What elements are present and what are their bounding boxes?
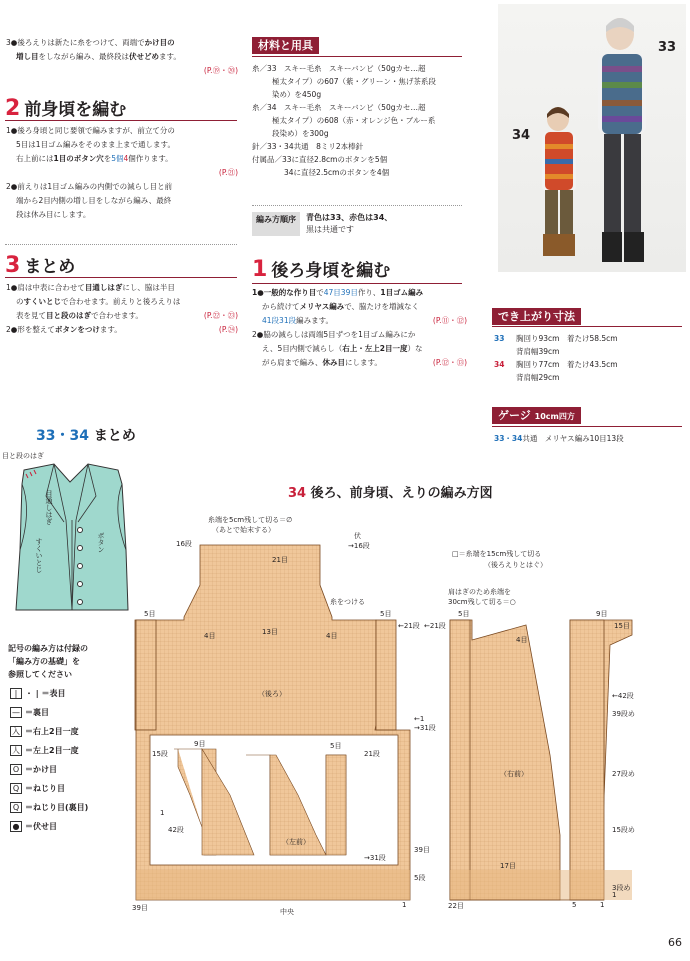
step2-text: 1●後ろ身頃と同じ要領で編みますが、前立て分の 5目は1目ゴム編みをそのまま上まで通します。 右上前には1目のボタン穴を5個4個作ります。 (P.㉑) 2●前えりは1目ゴム編みの内側での減らし目と前 端から2目内側の増し目をしながら編み、最終 段は休み目にします。 bbox=[6, 126, 238, 219]
bind-off-icon: ● bbox=[10, 821, 22, 832]
stitches-39: 39目 bbox=[132, 904, 148, 912]
front-17: 17目 bbox=[500, 862, 516, 870]
legend-item-text: ＝左上2目一度 bbox=[25, 746, 79, 755]
legend-item-text: ＝ねじり目 bbox=[25, 784, 65, 793]
legend-list bbox=[10, 684, 88, 836]
sizes-text: 33 胸回り93cm 着たけ58.5cm 背肩幅39cm 34 胸回り77cm 着たけ43.5cm 背肩幅29cm bbox=[494, 334, 618, 382]
knit-symbol-icon: | bbox=[10, 688, 22, 699]
knitting-order: 編み方順序 青色は33、赤色は34、 黒は共通です bbox=[252, 212, 392, 236]
front-row-39: 39段め bbox=[612, 710, 635, 718]
front-note-4: 30cm残して切る＝○ bbox=[448, 598, 516, 606]
front-9: 9目 bbox=[596, 610, 608, 618]
vest-seam-label: 目と段のはぎ bbox=[2, 452, 44, 460]
back-5-left: 5目 bbox=[144, 610, 156, 618]
step2-title: 2 前身頃を編む bbox=[5, 96, 127, 121]
vest-me-dooshi-label: 目通しはぎ bbox=[45, 490, 53, 525]
chart-title: 34 後ろ、前身頃、えりの編み方図 bbox=[288, 486, 493, 501]
front-row-15: 15段め bbox=[612, 826, 635, 834]
front-row-3: 3段め bbox=[612, 884, 631, 892]
center-label: 中央 bbox=[280, 908, 294, 916]
front-right-1: 1 bbox=[612, 891, 617, 899]
back-4-left: 4目 bbox=[204, 632, 216, 640]
twisted-stitch-icon: Q bbox=[10, 783, 22, 794]
row-5: 5段 bbox=[414, 874, 426, 882]
fuse-label: 伏 bbox=[354, 532, 361, 540]
collar-5: 5目 bbox=[330, 742, 342, 750]
legend-item bbox=[10, 722, 88, 741]
legend-item bbox=[10, 703, 88, 722]
front-note-2: （後ろえりとはぐ） bbox=[484, 561, 547, 569]
collar-15: 15段 bbox=[152, 750, 168, 758]
back-row-21: ←21段 bbox=[398, 622, 420, 630]
materials-text: 糸／33 スキー毛糸 スキーバンビ（50gカセ…超 極太タイプ）の607（紫・グリーン・焦げ茶系段 染め）を450g 糸／34 スキー毛糸 スキーバンビ（50gカセ…超 極太タイプ）の608（赤・オレンジ色・ブルー系 段染め）を300g 針／33・34共通 8ミリ2本棒針 付属品／33に直径2.8cmのボタンを5個 34に直径2.5cmのボタンを4個 bbox=[252, 64, 436, 177]
front-4: 4目 bbox=[516, 636, 528, 644]
collar-31: →31段 bbox=[364, 854, 386, 862]
legend-item bbox=[10, 741, 88, 760]
k2tog-right-icon: 入 bbox=[12, 727, 20, 736]
collar-1: 1 bbox=[160, 809, 165, 817]
legend-item-text: ＝かけ目 bbox=[25, 765, 57, 774]
back-row-1: ←1 bbox=[414, 715, 425, 723]
step3-top-text: 3●後ろえりは新たに糸をつけて、両端でかけ目の 増し目をしながら編み、最終段は伏せどめます。 (P.⑲・⑳) bbox=[6, 38, 238, 75]
k2tog-left-icon: 人 bbox=[12, 746, 20, 755]
model-photo bbox=[498, 4, 686, 272]
legend-item-text: ＝右上2目一度 bbox=[25, 727, 79, 736]
right-front-label: （右前） bbox=[500, 770, 528, 778]
step1-title: 1 後ろ身頃を編む bbox=[252, 257, 391, 282]
gauge-text: 33・34共通 メリヤス編み10目13段 bbox=[494, 434, 624, 443]
collar-42: 42段 bbox=[168, 826, 184, 834]
collar-9: 9目 bbox=[194, 740, 206, 748]
back-bottom-1: 1 bbox=[402, 901, 407, 909]
legend-item-text: ＝伏せ目 bbox=[25, 822, 57, 831]
attach-yarn-label: 糸をつける bbox=[330, 598, 365, 606]
front-bottom-5: 5 bbox=[572, 901, 577, 909]
back-note-2: （あとで始末する） bbox=[212, 526, 275, 534]
knitting-chart bbox=[120, 505, 640, 925]
left-front-label: （左前） bbox=[282, 838, 310, 846]
front-22: 22目 bbox=[448, 902, 464, 910]
back-row-31: →31段 bbox=[414, 724, 436, 732]
back-piece-label: （後ろ） bbox=[258, 690, 286, 698]
front-note-1: □＝糸端を15cm残して切る bbox=[452, 550, 542, 558]
front-row-21: ←21段 bbox=[424, 622, 446, 630]
stitch-21: 21目 bbox=[272, 556, 288, 564]
step3-text: 1●肩は中表に合わせて目通しはぎにし、脇は半目 のすくいとじで合わせます。前えりと後ろえりは 表を見て目と段のはぎで合わせます。 (P.㉒・㉓) 2●形を整えてボタンをつけます。 (P.㉔) bbox=[6, 283, 238, 334]
legend-intro: 記号の編み方は付録の 「編み方の基礎」を 参照してください bbox=[8, 644, 88, 679]
front-row-27: 27段め bbox=[612, 770, 635, 778]
back-13: 13目 bbox=[262, 628, 278, 636]
front-row-42: ←42段 bbox=[612, 692, 634, 700]
front-15: 15目 bbox=[614, 622, 630, 630]
twisted-purl-icon: Q bbox=[10, 802, 22, 813]
back-note-1: 糸端を5cm残して切る＝∅ bbox=[208, 516, 293, 524]
gauge-label: ゲージ 10cm四方 bbox=[492, 407, 581, 423]
row16-left: 16段 bbox=[176, 540, 192, 548]
legend-item bbox=[10, 779, 88, 798]
legend-item-text: ＝ねじり目(裏目) bbox=[25, 803, 89, 812]
legend-item bbox=[10, 684, 88, 703]
photo-label-34: 34 bbox=[512, 128, 531, 143]
back-5-right: 5目 bbox=[380, 610, 392, 618]
vest-sukui-label: すくいとじ bbox=[35, 538, 43, 573]
photo-label-33: 33 bbox=[658, 40, 677, 55]
front-note-3: 肩はぎのため糸端を bbox=[448, 588, 511, 596]
legend-item-text: ・ | ＝表目 bbox=[25, 689, 66, 698]
collar-21: 21段 bbox=[364, 750, 380, 758]
row16-right: →16段 bbox=[348, 542, 370, 550]
vest-button-label: ボタン bbox=[97, 532, 105, 553]
legend-item-text: ＝裏目 bbox=[25, 708, 49, 717]
purl-symbol-icon: — bbox=[12, 708, 20, 717]
legend-item bbox=[10, 798, 88, 817]
sizes-label: でき上がり寸法 bbox=[492, 308, 581, 324]
step3-title: 3 まとめ bbox=[5, 253, 76, 278]
step1-text: 1●一般的な作り目で47目39目作り、1目ゴム編み から続けてメリヤス編みで、脇たけを増減なく 41段31段編みます。 (P.⑪・⑫) 2●脇の減らしは両端5目ずつを1目ゴム編みにか え、5目内側で減らし（右上・左上2目一度）な がら肩まで編み、休み目にします。 (P.⑫・⑬) bbox=[252, 288, 467, 367]
summary-title: 33・34 まとめ bbox=[36, 428, 136, 444]
materials-label: 材料と用具 bbox=[252, 37, 319, 53]
legend-item bbox=[10, 817, 88, 836]
legend-item bbox=[10, 760, 88, 779]
yarn-over-icon: O bbox=[10, 764, 22, 775]
row-39-right: 39目 bbox=[414, 846, 430, 854]
front-5: 5目 bbox=[458, 610, 470, 618]
page-number: 66 bbox=[668, 936, 682, 949]
back-4-right: 4目 bbox=[326, 632, 338, 640]
front-bottom-1: 1 bbox=[600, 901, 605, 909]
